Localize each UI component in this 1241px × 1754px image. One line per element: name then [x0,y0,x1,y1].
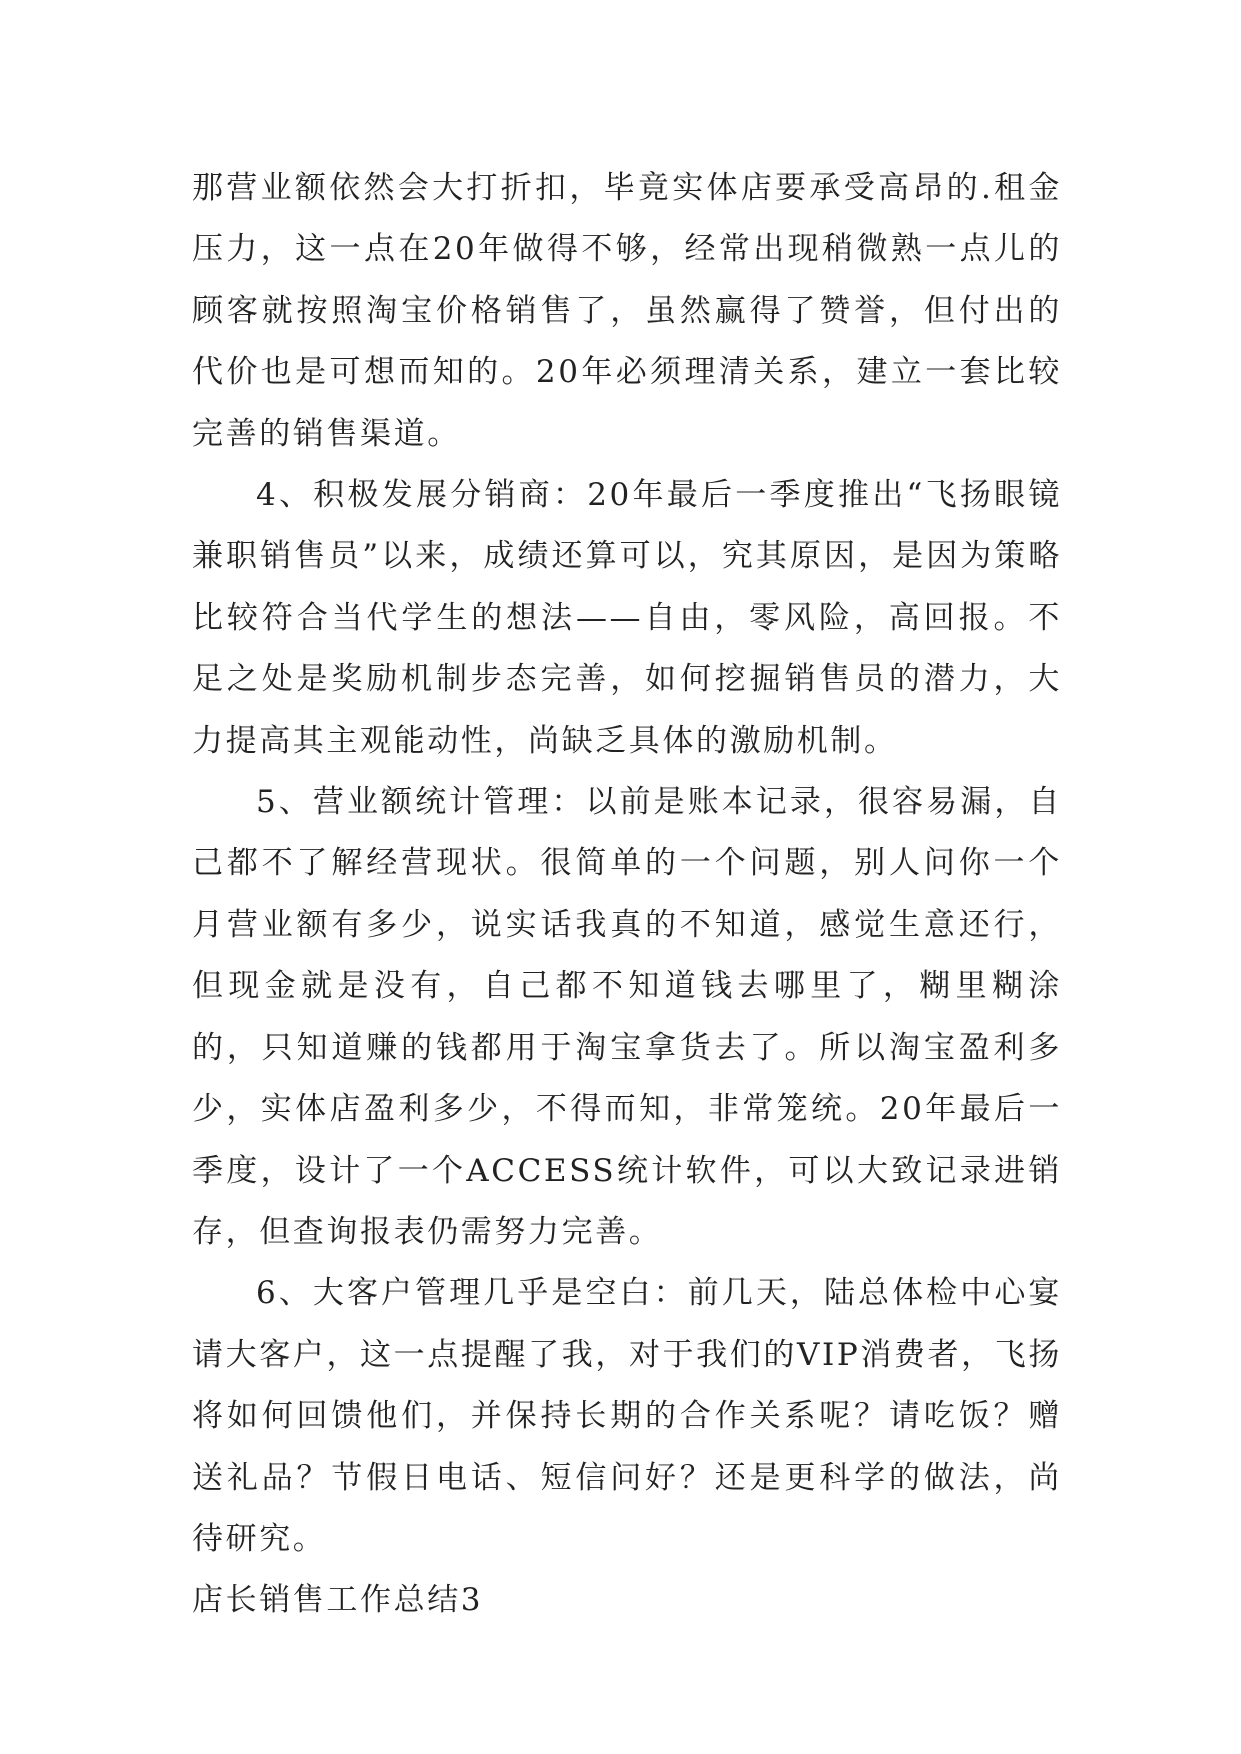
document-body [192,158,1062,1632]
paragraph-item-6: 6、大客户管理几乎是空白：前几天，陆总体检中心宴请大客户，这一点提醒了我，对于我们的VIP消费者，飞扬将如何回馈他们，并保持长期的合作关系呢？请吃饭？赠送礼品？节假日电话、短信问好？还是更科学的做法，尚待研究。 [192,1275,1062,1557]
paragraph-continuation: 那营业额依然会大打折扣，毕竟实体店要承受高昂的.租金压力，这一点在20年做得不够，经常出现稍微熟一点儿的顾客就按照淘宝价格销售了，虽然赢得了赞誉，但付出的代价也是可想而知的。20年必须理清关系，建立一套比较完善的销售渠道。 [192,170,1062,452]
paragraph-item-4: 4、积极发展分销商：20年最后一季度推出“飞扬眼镜兼职销售员”以来，成绩还算可以，究其原因，是因为策略比较符合当代学生的想法——自由，零风险，高回报。不足之处是奖励机制步态完善，如何挖掘销售员的潜力，大力提高其主观能动性，尚缺乏具体的激励机制。 [192,477,1062,759]
section-heading: 店长销售工作总结3 [192,1582,484,1619]
paragraph-item-5: 5、营业额统计管理：以前是账本记录，很容易漏，自己都不了解经营现状。很简单的一个问题，别人问你一个月营业额有多少，说实话我真的不知道，感觉生意还行，但现金就是没有，自己都不知道钱去哪里了，糊里糊涂的，只知道赚的钱都用于淘宝拿货去了。所以淘宝盈利多少，实体店盈利多少，不得而知，非常笼统。20年最后一季度，设计了一个ACCESS统计软件，可以大致记录进销存，但查询报表仍需努力完善。 [192,784,1062,1250]
